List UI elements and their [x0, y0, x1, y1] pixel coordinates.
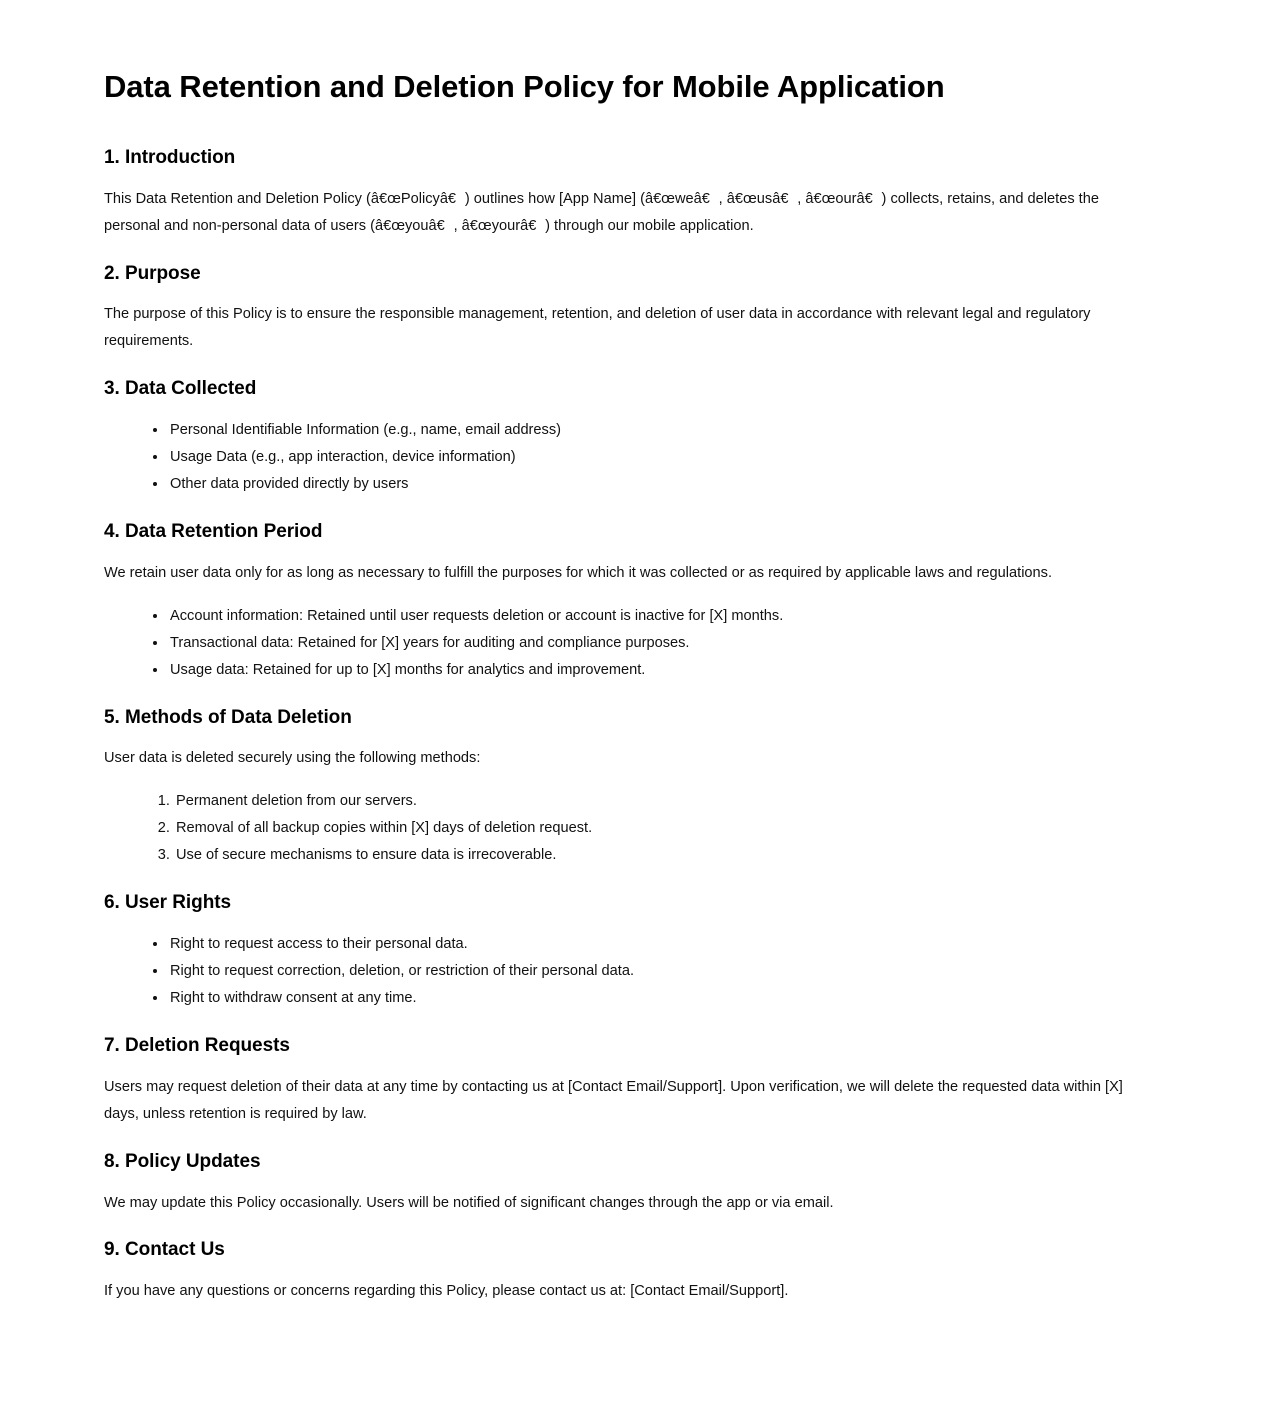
list-item: 3. Use of secure mechanisms to ensure data is irrecoverable. [174, 842, 1155, 869]
list-item: • Right to withdraw consent at any time. [168, 985, 1155, 1012]
list-item: • Transactional data: Retained for [X] years for auditing and compliance purposes. [168, 630, 1155, 657]
document-section [104, 262, 1155, 356]
list-item: • Personal Identifiable Information (e.g., name, email address) [168, 417, 1155, 444]
list-item: • Right to request access to their personal data. [168, 931, 1155, 958]
section-paragraph: This Data Retention and Deletion Policy (â€œPolicyâ€) outlines how [App Name] (â€œweâ€, â€œusâ€, â€œourâ€) collects, retains, and deletes the personal and non-personal data of users (â€œyouâ€, â€œyourâ€) through our mobile application. [104, 190, 1099, 234]
section-heading: 2. Purpose [104, 262, 201, 284]
section-heading: 4. Data Retention Period [104, 520, 323, 542]
document-section [104, 377, 1155, 498]
document-sections [104, 146, 1155, 1305]
section-heading: 8. Policy Updates [104, 1150, 261, 1172]
section-heading: 6. User Rights [104, 892, 232, 914]
section-heading: 1. Introduction [104, 146, 236, 168]
section-paragraph: We may update this Policy occasionally. Users will be notified of significant changes through the app or via email. [104, 1194, 834, 1211]
document-section [104, 1238, 1155, 1305]
list-item: • Account information: Retained until user requests deletion or account is inactive for [X] months. [168, 603, 1155, 630]
document-section [104, 146, 1155, 240]
section-heading: 7. Deletion Requests [104, 1035, 290, 1057]
document-section [104, 520, 1155, 684]
list-item: 1. Permanent deletion from our servers. [174, 788, 1155, 815]
section-paragraph: If you have any questions or concerns regarding this Policy, please contact us at: [Contact Email/Support]. [104, 1283, 789, 1300]
list-item: • Right to request correction, deletion, or restriction of their personal data. [168, 958, 1155, 985]
section-heading: 3. Data Collected [104, 378, 257, 400]
document-section [104, 1150, 1155, 1217]
section-paragraph: User data is deleted securely using the following methods: [104, 750, 481, 767]
document-section [104, 1034, 1155, 1128]
numbered-list [104, 788, 1155, 869]
list-item: • Usage Data (e.g., app interaction, device information) [168, 444, 1155, 471]
list-item: • Usage data: Retained for up to [X] months for analytics and improvement. [168, 657, 1155, 684]
bulleted-list [104, 417, 1155, 498]
bulleted-list [104, 931, 1155, 1012]
section-paragraph: We retain user data only for as long as necessary to fulfill the purposes for which it was collected or as required by applicable laws and regulations. [104, 564, 1053, 581]
list-item: 2. Removal of all backup copies within [X] days of deletion request. [174, 815, 1155, 842]
section-paragraph: The purpose of this Policy is to ensure the responsible management, retention, and deletion of user data in accordance with relevant legal and regulatory requirements. [104, 306, 1091, 350]
document-section [104, 891, 1155, 1012]
section-paragraph: Users may request deletion of their data at any time by contacting us at [Contact Email/Support]. Upon verification, we will delete the requested data within [X] days, unless retention is required by law. [104, 1078, 1123, 1122]
document-section [104, 706, 1155, 870]
list-item: • Other data provided directly by users [168, 471, 1155, 498]
section-heading: 9. Contact Us [104, 1239, 225, 1261]
page-title: Data Retention and Deletion Policy for Mobile Application [104, 69, 945, 104]
bulleted-list [104, 603, 1155, 684]
section-heading: 5. Methods of Data Deletion [104, 706, 352, 728]
